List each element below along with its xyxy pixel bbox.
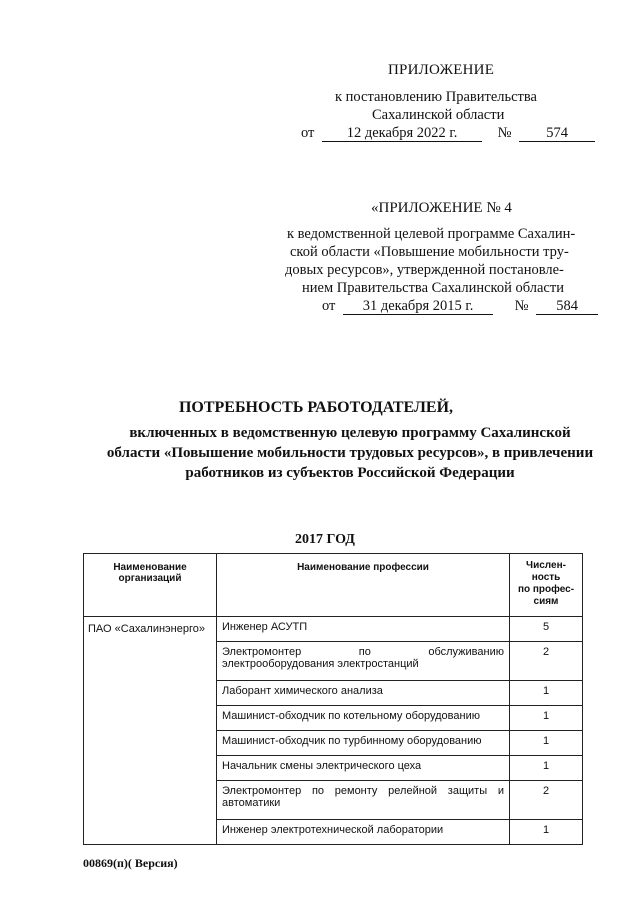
table-row [84,617,583,642]
subheading-line-2: области «Повышение мобильности трудовых ресурсов», в привлечении [106,445,594,461]
appendix-4-line-2: ской области «Повышение мобильности тру- [290,244,569,260]
year-heading: 2017 ГОД [295,532,355,547]
appendix-4-line-1: к ведомственной целевой программе Сахалин- [287,226,576,242]
header-count-line-4: сиям [533,596,559,607]
resolution-date-line [301,125,595,142]
document-subheading [60,423,632,483]
appendix-title: ПРИЛОЖЕНИЕ [388,62,495,78]
profession-cell: Электромонтер по ремонту релейной защиты и автоматики [217,781,510,820]
header-count-line-3: по профес- [517,584,575,595]
from-label: от [322,298,336,314]
count-cell: 1 [510,731,583,756]
number-sign: № [514,298,529,314]
header-profession: Наименование профессии [217,554,510,617]
employers-demand-table [83,553,583,845]
from-label: от [301,125,315,141]
count-cell: 2 [510,642,583,681]
header-org-line-2: организаций [118,573,182,584]
appendix-4-date: 31 декабря 2015 г. [343,298,493,315]
document-heading: ПОТРЕБНОСТЬ РАБОТОДАТЕЛЕЙ, [178,399,454,416]
count-cell: 1 [510,820,583,845]
appendix-4-number: 584 [536,298,598,315]
appendix-4-line-3: довых ресурсов», утвержденной постановле- [285,262,564,278]
resolution-date: 12 декабря 2022 г. [322,125,482,142]
resolution-line: к постановлению Правительства [335,89,537,105]
profession-cell: Машинист-обходчик по турбинному оборудованию [217,731,510,756]
profession-cell: Машинист-обходчик по котельному оборудованию [217,706,510,731]
profession-cell: Инженер электротехнической лаборатории [217,820,510,845]
profession-cell: Инженер АСУТП [217,617,510,642]
appendix-4-title: «ПРИЛОЖЕНИЕ № 4 [371,200,512,216]
subheading-line-3: работников из субъектов Российской Федерации [185,465,515,481]
header-count [510,554,583,617]
header-count-line-2: ность [531,572,561,583]
profession-cell: Лаборант химического анализа [217,681,510,706]
header-organization [84,554,217,617]
subheading-line-1: включенных в ведомственную целевую программу Сахалинской [129,425,571,441]
profession-cell: Электромонтер по обслуживанию электрооборудования электростанций [217,642,510,681]
header-count-line-1: Числен- [526,560,566,571]
count-cell: 1 [510,706,583,731]
appendix-4-line-4: нием Правительства Сахалинской области [302,280,564,296]
count-cell: 5 [510,617,583,642]
profession-cell: Начальник смены электрического цеха [217,756,510,781]
count-cell: 2 [510,781,583,820]
count-cell: 1 [510,756,583,781]
table-header-row [84,554,583,617]
number-sign: № [497,125,512,141]
count-cell: 1 [510,681,583,706]
region-line: Сахалинской области [372,107,505,123]
resolution-number: 574 [519,125,595,142]
organization-cell: ПАО «Сахалинэнерго» [84,617,217,845]
header-org-line-1: Наименование [113,562,187,573]
appendix-4-date-line [322,298,598,315]
document-code: 00869(п)( Версия) [83,856,178,870]
